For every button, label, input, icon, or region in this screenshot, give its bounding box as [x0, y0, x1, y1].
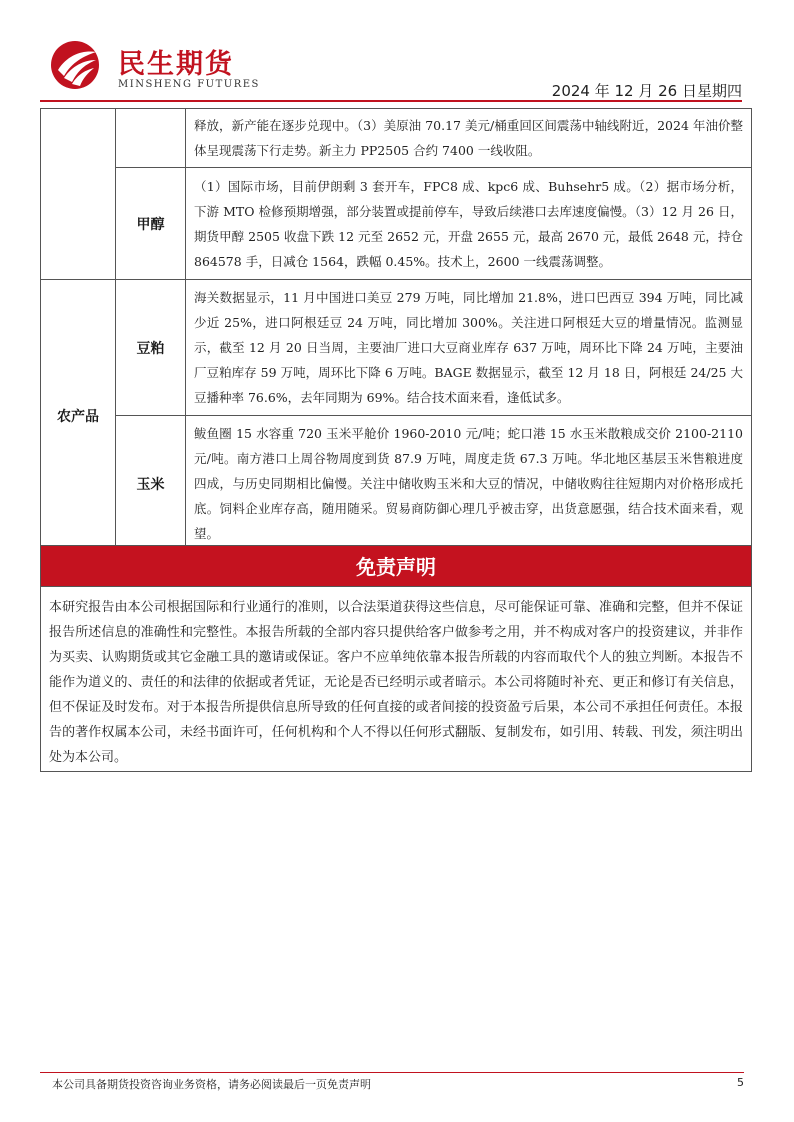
footer-notice: 本公司具备期货投资咨询业务资格，请务必阅读最后一页免责声明 [52, 1078, 371, 1091]
table-row [41, 109, 752, 168]
commentary-text: 海关数据显示，11 月中国进口美豆 279 万吨，同比增加 21.8%，进口巴西豆 394 万吨，同比减少近 25%，进口阿根廷豆 24 万吨，同比增加 300%。关注进口阿根廷大豆的增量情况。监测显示，截至 12 月 20 日当周，主要油厂进口大豆商业库存 637 万吨，周环比下降 24 万吨，主要油厂豆粕库存 59 万吨，周环比下降 6 万吨。BAGE 数据显示，截至 12 月 18 日，阿根廷 24/25 大豆播种率 76.6%，去年同期为 69%。结合技术面来看，逢低试多。 [186, 280, 752, 416]
commentary-text: 释放，新产能在逐步兑现中。（3）美原油 70.17 美元/桶重回区间震荡中轴线附近，2024 年油价整体呈现震荡下行走势。新主力 PP2505 合约 7400 一线收阻。 [186, 109, 752, 168]
category-agri: 农产品 [41, 280, 116, 552]
table-row [41, 280, 752, 416]
commodity-commentary-table [40, 108, 752, 552]
page-number: 5 [737, 1076, 744, 1089]
disclaimer-title: 免责声明 [40, 545, 752, 587]
table-row [41, 168, 752, 280]
category-cell-chem [41, 109, 116, 280]
footer-divider [40, 1072, 744, 1073]
commentary-text: （1）国际市场，目前伊朗剩 3 套开车，FPC8 成、kpc6 成、Buhsehr5 成。（2）据市场分析，下游 MTO 检修预期增强，部分装置或提前停车，导致后续港口去库速度偏慢。（3）12 月 26 日，期货甲醇 2505 收盘下跌 12 元至 2652 元，开盘 2655 元，最高 2670 元，最低 2648 元，持仓 864578 手，日减仓 1564，跌幅 0.45%。技术上，2600 一线震荡调整。 [186, 168, 752, 280]
subcategory-methanol: 甲醇 [116, 168, 186, 280]
disclaimer-body: 本研究报告由本公司根据国际和行业通行的准则，以合法渠道获得这些信息，尽可能保证可靠、准确和完整，但并不保证报告所述信息的准确性和完整性。本报告所载的全部内容只提供给客户做参考之用，并不构成对客户的投资建议，并非作为买卖、认购期货或其它金融工具的邀请或保证。客户不应单纯依靠本报告所载的内容而取代个人的独立判断。本报告不能作为道义的、责任的和法律的依据或者凭证，无论是否已经明示或者暗示。本公司将随时补充、更正和修订有关信息，但不保证及时发布。对于本报告所提供信息所导致的任何直接的或者间接的投资盈亏后果，本公司不承担任何责任。本报告的著作权属本公司，未经书面许可，任何机构和个人不得以任何形式翻版、复制发布，如引用、转载、刊发，须注明出处为本公司。 [40, 587, 752, 772]
minsheng-logo-icon [50, 40, 100, 90]
header-divider [40, 100, 742, 102]
brand-name-en: MINSHENG FUTURES [118, 79, 260, 90]
report-date: 2024 年 12 月 26 日星期四 [551, 82, 742, 100]
commentary-text: 鲅鱼圈 15 水容重 720 玉米平舱价 1960-2010 元/吨；蛇口港 15 水玉米散粮成交价 2100-2110 元/吨。南方港口上周谷物周度到货 87.9 万吨，周度走货 67.3 万吨。华北地区基层玉米售粮进度四成，与历史同期相比偏慢。关注中储收购玉米和大豆的情况，中储收购往往短期内对价格形成托底。饲料企业库存高，随用随采。贸易商防御心理几乎被击穿，出货意愿强，结合技术面来看，观望。 [186, 416, 752, 552]
subcategory-soymeal: 豆粕 [116, 280, 186, 416]
page-header [40, 36, 754, 100]
subcategory-cell-empty [116, 109, 186, 168]
subcategory-corn: 玉米 [116, 416, 186, 552]
table-row [41, 416, 752, 552]
brand-name-cn: 民生期货 [118, 49, 234, 80]
